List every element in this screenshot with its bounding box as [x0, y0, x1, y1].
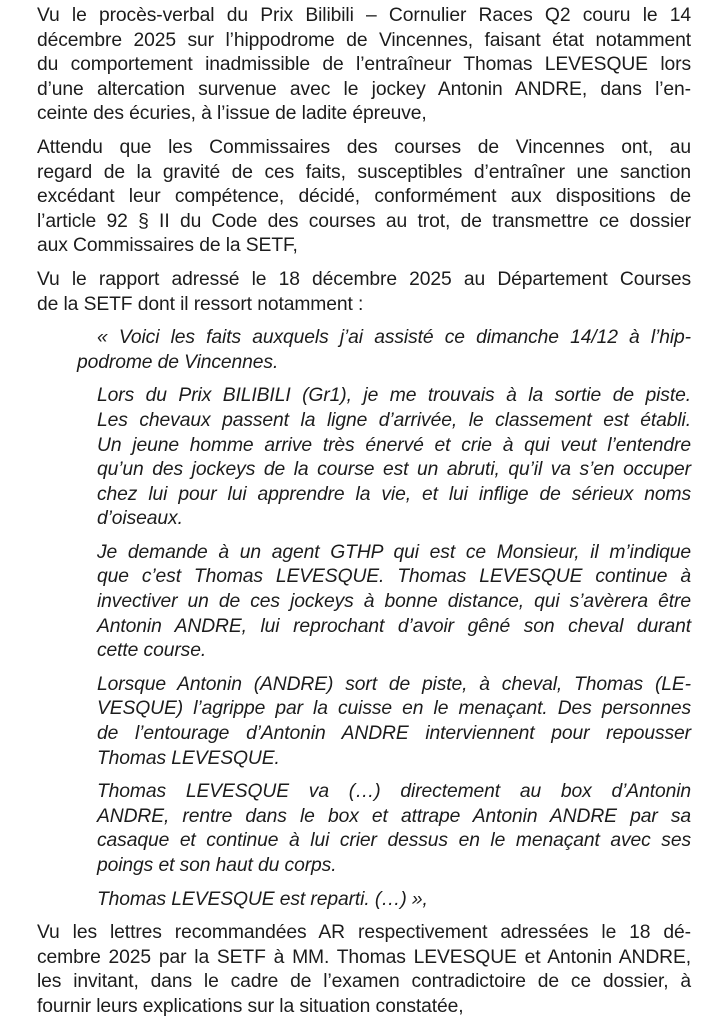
quote-reparti — [97, 888, 691, 913]
text-line: de l’entourage d’Antonin ANDRE interviennent pour repousser — [97, 723, 691, 745]
text-line: invectiver un de ces jockeys à bonne distance, qui s’avèrera être — [97, 591, 691, 613]
text-line: « Voici les faits auxquels j’ai assisté ce dimanche 14/12 à l’hip- — [97, 327, 691, 349]
paragraph-vu-proces-verbal — [17, 4, 691, 127]
text-line: Un jeune homme arrive très énervé et crie à qui veut l’entendre — [97, 434, 691, 456]
text-line: les invitant, dans le cadre de l’examen contradictoire de ce dossier, à — [37, 971, 691, 993]
text-line: poings et son haut du corps. — [97, 855, 337, 876]
text-line: podrome de Vincennes. — [77, 351, 279, 373]
text-line: aux Commissaires de la SETF, — [37, 235, 298, 257]
text-line: casaque et continue à lui crier dessus en le menaçant avec ses — [97, 830, 691, 852]
text-line: d’une altercation survenue avec le jockey Antonin ANDRE, dans l’en- — [37, 78, 691, 100]
document-page — [17, 4, 691, 1029]
text-line: Lorsque Antonin (ANDRE) sort de piste, à cheval, Thomas (LE- — [97, 673, 691, 695]
paragraph-attendu-commissaires — [17, 136, 691, 259]
paragraph-vu-lettres — [17, 921, 691, 1019]
text-line: décembre 2025 sur l’hippodrome de Vincennes, faisant état notamment — [37, 29, 691, 51]
text-line: regard de la gravité de ces faits, susceptibles d’entraîner une sanction — [37, 161, 691, 183]
text-line: cette course. — [97, 640, 207, 662]
text-line: ceinte des écuries, à l’issue de ladite épreuve, — [37, 103, 427, 125]
text-line: du comportement inadmissible de l’entraîneur Thomas LEVESQUE lors — [37, 54, 691, 76]
text-line: Je demande à un agent GTHP qui est ce Monsieur, il m’indique — [97, 541, 691, 563]
text-line: Antonin ANDRE, lui reprochant d’avoir gêné son cheval durant — [97, 615, 691, 637]
text-line: Vu le rapport adressé le 18 décembre 2025 au Département Courses — [37, 268, 691, 290]
text-line: l’article 92 § II du Code des courses au trot, de transmettre ce dossier — [37, 210, 691, 232]
text-line: chez lui pour lui apprendre la vie, et lui inflige de sérieux noms — [97, 483, 691, 505]
quote-piste — [97, 673, 691, 771]
text-line: que c’est Thomas LEVESQUE. Thomas LEVESQUE continue à — [97, 566, 691, 588]
text-line: de la SETF dont il ressort notamment : — [37, 293, 364, 315]
paragraph-vu-rapport — [17, 268, 691, 317]
text-line: d’oiseaux. — [97, 508, 183, 530]
text-line: Thomas LEVESQUE va (…) directement au box d’Antonin — [97, 781, 691, 803]
text-line: qu’un des jockeys de la course est un abruti, qu’il va s’en occuper — [97, 459, 691, 481]
quote-box — [97, 780, 691, 878]
text-line: ANDRE, rentre dans le box et attrape Antonin ANDRE par sa — [97, 805, 691, 827]
text-line: Lors du Prix BILIBILI (Gr1), je me trouvais à la sortie de piste. — [97, 385, 691, 407]
text-line: excédant leur compétence, décidé, conformément aux dispositions de — [37, 186, 691, 208]
text-line: Thomas LEVESQUE est reparti. (…) », — [97, 888, 428, 910]
text-line: Les chevaux passent la ligne d’arrivée, le classement est établi. — [97, 409, 691, 431]
text-line: Attendu que les Commissaires des courses de Vincennes ont, au — [37, 136, 691, 158]
text-line: Thomas LEVESQUE. — [97, 747, 280, 769]
text-line: cembre 2025 par la SETF à MM. Thomas LEVESQUE et Antonin ANDRE, — [37, 946, 691, 968]
quote-voici — [77, 326, 691, 375]
text-line: Vu le procès-verbal du Prix Bilibili – Cornulier Races Q2 couru le 14 — [37, 5, 691, 26]
text-line: VESQUE) l’agrippe par la cuisse en le menaçant. Des personnes — [97, 698, 691, 720]
quote-agent — [97, 541, 691, 664]
quote-prix — [97, 384, 691, 532]
text-line: fournir leurs explications sur la situation constatée, — [37, 995, 464, 1017]
text-line: Vu les lettres recommandées AR respectivement adressées le 18 dé- — [37, 922, 691, 944]
